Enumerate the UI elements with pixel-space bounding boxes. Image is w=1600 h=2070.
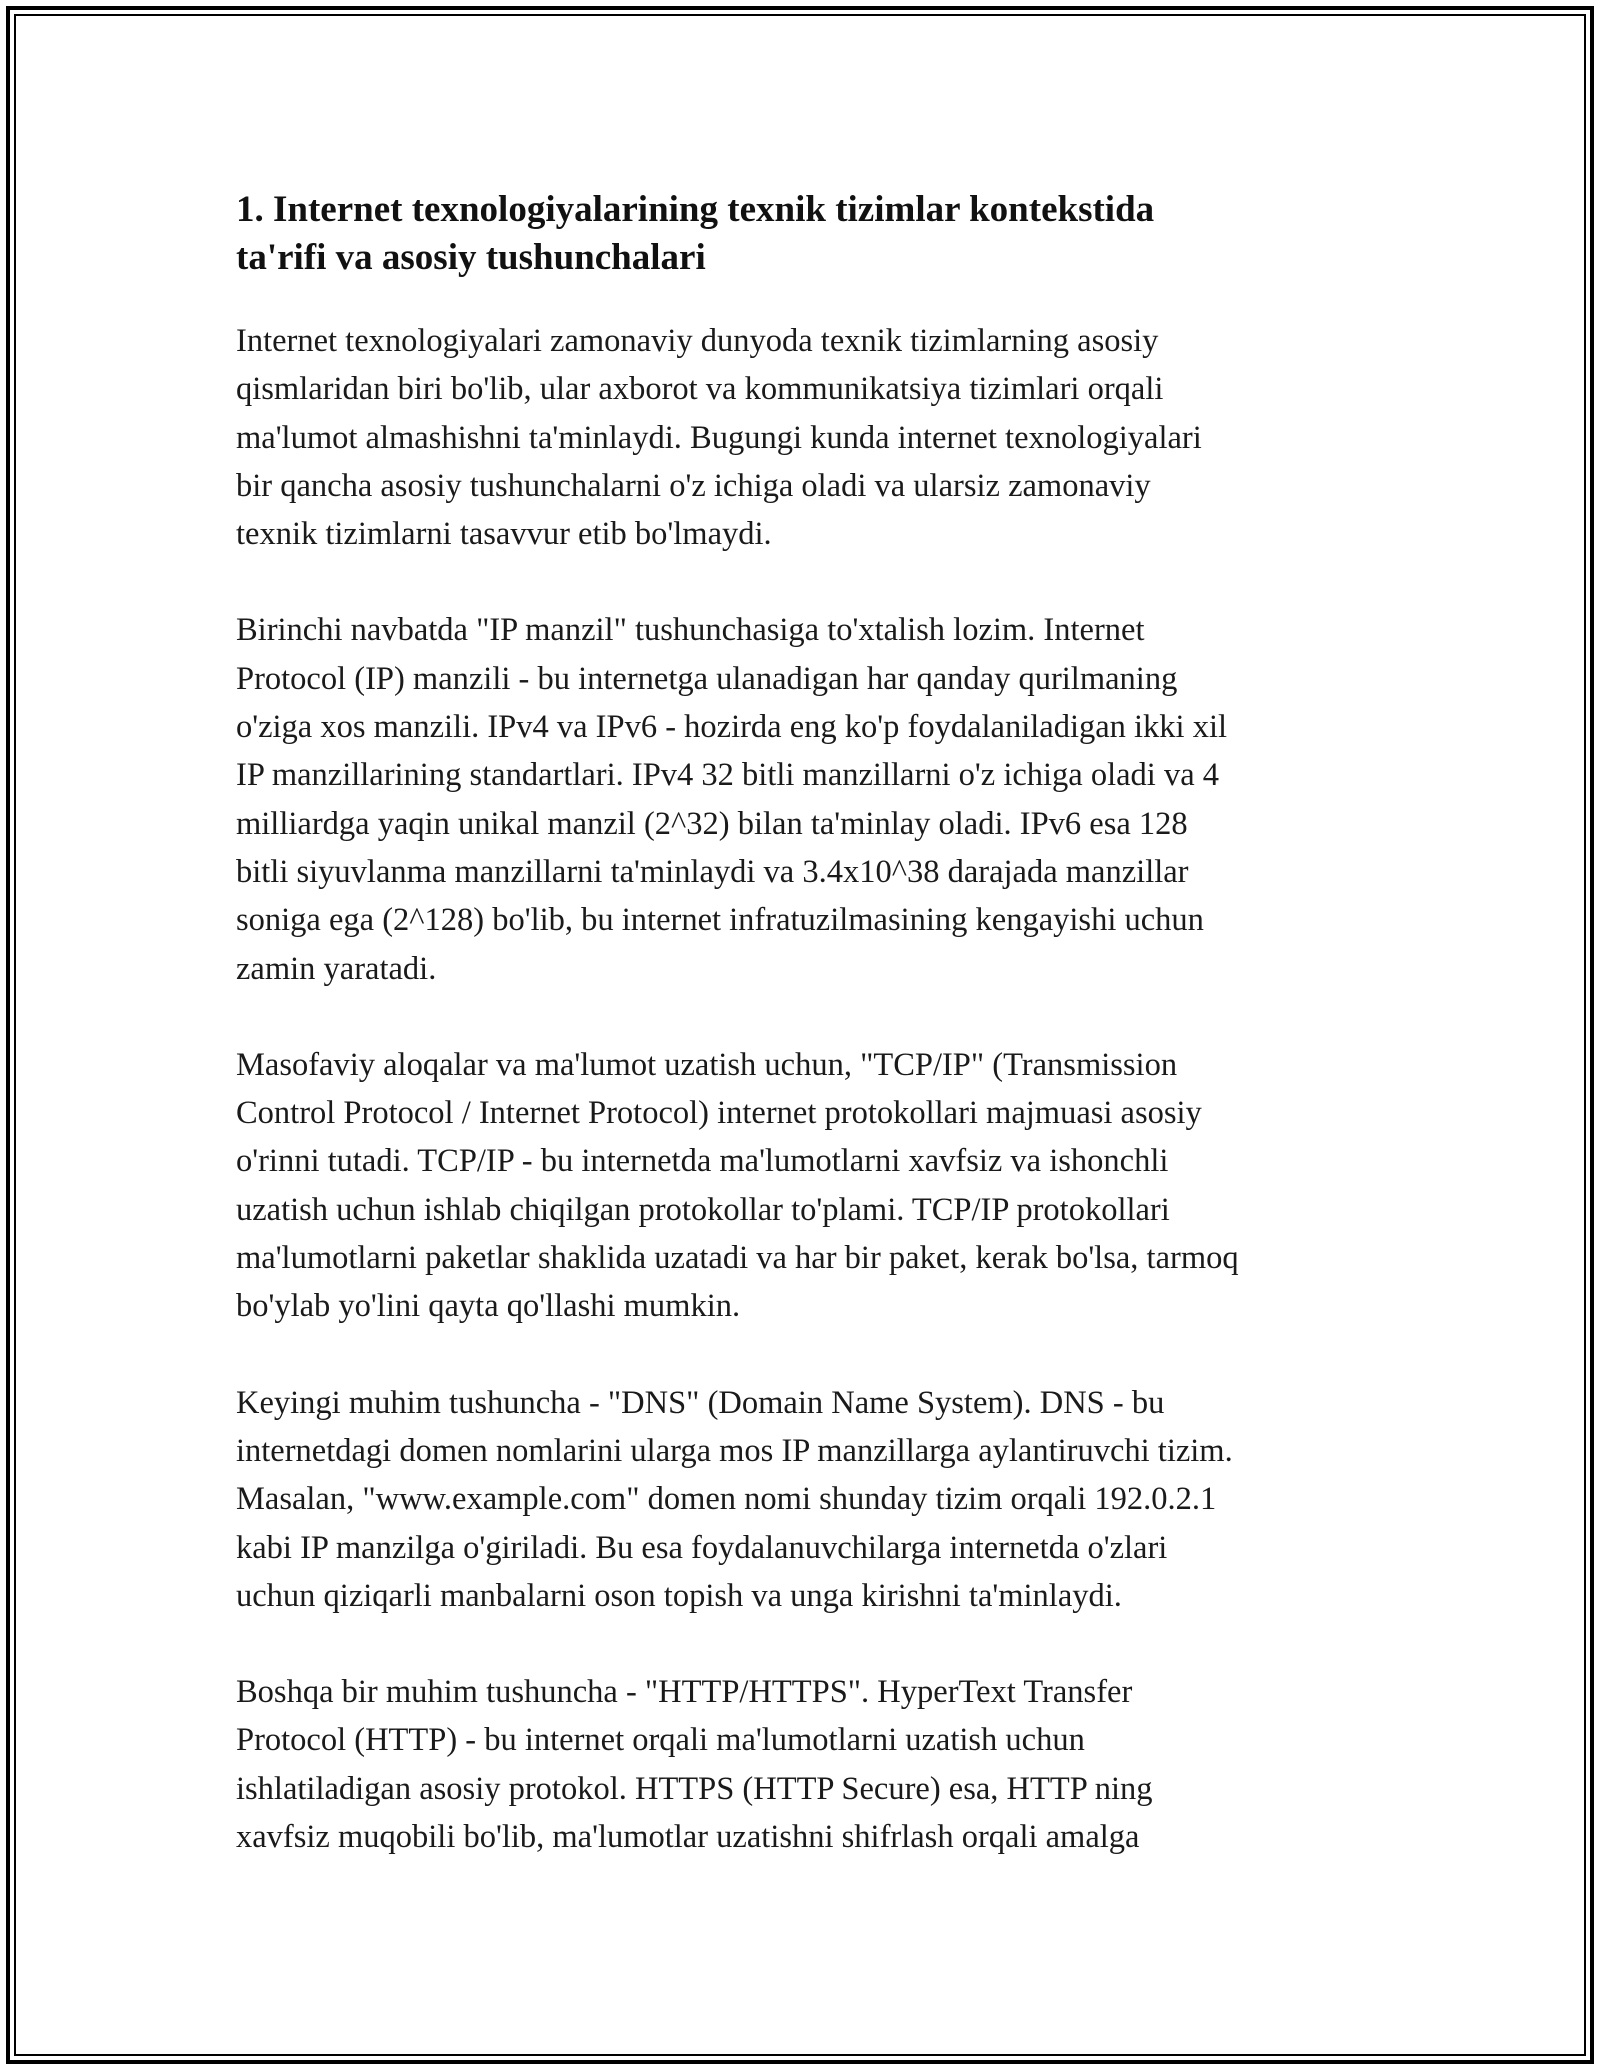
body-paragraph bbox=[236, 1041, 1376, 1331]
paragraph-line: xavfsiz muqobili bo'lib, ma'lumotlar uzatishni shifrlash orqali amalga bbox=[236, 1819, 1140, 1856]
paragraph-line: ishlatiladigan asosiy protokol. HTTPS (HTTP Secure) esa, HTTP ning bbox=[236, 1770, 1153, 1807]
paragraph-line: Control Protocol / Internet Protocol) internet protokollari majmuasi asosiy bbox=[236, 1095, 1202, 1132]
body-paragraph bbox=[236, 606, 1376, 992]
section-title-line: 1. Internet texnologiyalarining texnik tizimlar kontekstida bbox=[236, 189, 1155, 230]
paragraph-line: ma'lumotlarni paketlar shaklida uzatadi va har bir paket, kerak bo'lsa, tarmoq bbox=[236, 1240, 1239, 1277]
paragraph-line: bir qancha asosiy tushunchalarni o'z ichiga oladi va ularsiz zamonaviy bbox=[236, 467, 1151, 504]
paragraph-line: Internet texnologiyalari zamonaviy dunyoda texnik tizimlarning asosiy bbox=[236, 323, 1159, 359]
body-paragraph bbox=[236, 1379, 1376, 1620]
paragraph-line: Keyingi muhim tushuncha - "DNS" (Domain Name System). DNS - bu bbox=[236, 1384, 1165, 1421]
paragraph-line: Boshqa bir muhim tushuncha - "HTTP/HTTPS". HyperText Transfer bbox=[236, 1674, 1133, 1711]
paragraph-line: soniga ega (2^128) bo'lib, bu internet infratuzilmasining kengayishi uchun bbox=[236, 902, 1204, 939]
body-paragraph bbox=[236, 1668, 1376, 1861]
paragraph-line: Protocol (IP) manzili - bu internetga ulanadigan har qanday qurilmaning bbox=[236, 660, 1178, 697]
paragraph-line: qismlaridan biri bo'lib, ular axborot va kommunikatsiya tizimlari orqali bbox=[236, 371, 1164, 408]
paragraph-line: Birinchi navbatda "IP manzil" tushunchasiga to'xtalish lozim. Internet bbox=[236, 612, 1145, 649]
paragraph-line: IP manzillarining standartlari. IPv4 32 bitli manzillarni o'z ichiga oladi va 4 bbox=[236, 757, 1220, 794]
paragraph-line: o'ziga xos manzili. IPv4 va IPv6 - hozirda eng ko'p foydalaniladigan ikki xil bbox=[236, 709, 1228, 746]
paragraph-line: uzatish uchun ishlab chiqilgan protokollar to'plami. TCP/IP protokollari bbox=[236, 1191, 1170, 1228]
paragraph-line: bo'ylab yo'lini qayta qo'llashi mumkin. bbox=[236, 1288, 741, 1325]
paragraph-line: Masofaviy aloqalar va ma'lumot uzatish uchun, "TCP/IP" (Transmission bbox=[236, 1046, 1178, 1083]
paragraph-line: milliardga yaqin unikal manzil (2^32) bilan ta'minlay oladi. IPv6 esa 128 bbox=[236, 805, 1188, 842]
paragraph-line: Masalan, "www.example.com" domen nomi shunday tizim orqali 192.0.2.1 bbox=[236, 1481, 1217, 1518]
paragraph-line: texnik tizimlarni tasavvur etib bo'lmaydi. bbox=[236, 516, 772, 553]
paragraph-line: kabi IP manzilga o'giriladi. Bu esa foydalanuvchilarga internetda o'zlari bbox=[236, 1529, 1168, 1566]
section-title-line: ta'rifi va asosiy tushunchalari bbox=[236, 237, 706, 278]
document-body bbox=[236, 186, 1376, 1861]
paragraph-line: ma'lumot almashishni ta'minlaydi. Bugungi kunda internet texnologiyalari bbox=[236, 419, 1202, 456]
paragraph-line: zamin yaratadi. bbox=[236, 950, 437, 987]
paragraph-line: uchun qiziqarli manbalarni oson topish va unga kirishni ta'minlaydi. bbox=[236, 1577, 1122, 1614]
body-paragraph bbox=[236, 317, 1376, 558]
paragraph-list bbox=[236, 317, 1376, 1861]
paragraph-line: Protocol (HTTP) - bu internet orqali ma'lumotlarni uzatish uchun bbox=[236, 1722, 1085, 1759]
paragraph-line: bitli siyuvlanma manzillarni ta'minlaydi va 3.4x10^38 darajada manzillar bbox=[236, 853, 1189, 890]
paragraph-line: o'rinni tutadi. TCP/IP - bu internetda ma'lumotlarni xavfsiz va ishonchli bbox=[236, 1143, 1169, 1180]
section-title bbox=[236, 186, 1376, 282]
paragraph-line: internetdagi domen nomlarini ularga mos IP manzillarga aylantiruvchi tizim. bbox=[236, 1432, 1233, 1469]
